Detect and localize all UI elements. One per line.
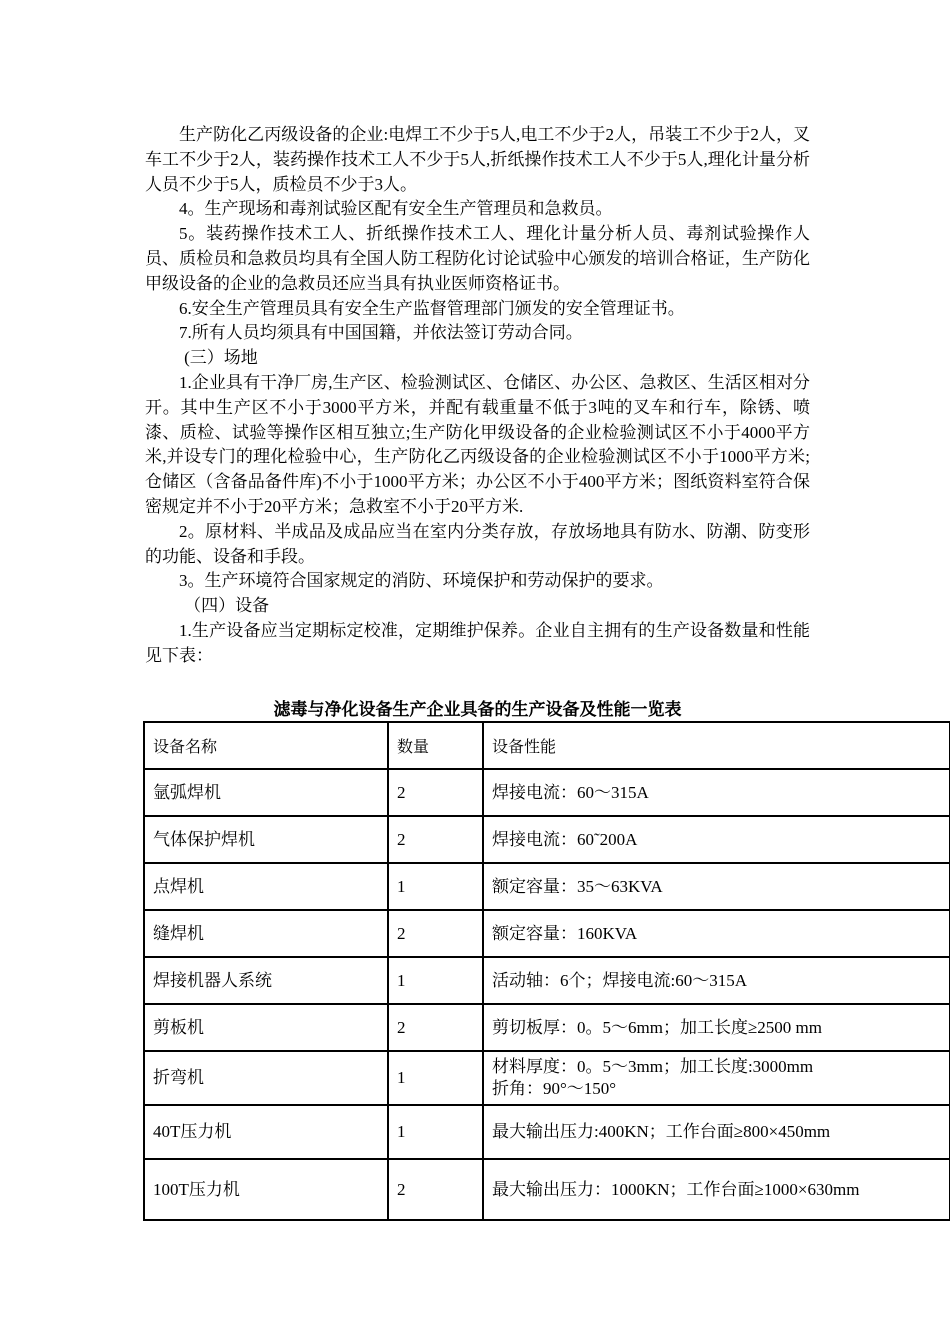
- cell-equipment-name: 100T压力机: [144, 1159, 388, 1220]
- cell-equipment-name: 氩弧焊机: [144, 769, 388, 816]
- table-row: [144, 910, 950, 957]
- paragraph-site-areas: 1.企业具有干净厂房,生产区、检验测试区、仓储区、办公区、急救区、生活区相对分开。其中生产区不小于3000平方米，并配有载重量不低于3吨的叉车和行车，除锈、喷漆、质检、试验等操作区相互独立;生产防化甲级设备的企业检验测试区不小于4000平方米,并设专门的理化检验中心，生产防化乙丙级设备的企业检验测试区不小于1000平方米;仓储区（含备品备件库)不小于1000平方米；办公区不小于400平方米；图纸资料室符合保密规定并不小于20平方米；急救室不小于20平方米.: [145, 372, 810, 516]
- cell-performance: 剪切板厚：0。5～6mm；加工长度≥2500 mm: [483, 1004, 950, 1051]
- paragraph-safety-staff: 4。生产现场和毒剂试验区配有安全生产管理员和急救员。: [179, 199, 613, 219]
- cell-equipment-name: 焊接机器人系统: [144, 957, 388, 1004]
- cell-quantity: 1: [388, 957, 483, 1004]
- paragraph-storage: 2。原材料、半成品及成品应当在室内分类存放，存放场地具有防水、防潮、防变形的功能、设备和手段。: [145, 521, 810, 566]
- header-equipment-name: 设备名称: [144, 722, 388, 769]
- table-caption: 滤毒与净化设备生产企业具备的生产设备及性能一览表: [273, 700, 682, 720]
- cell-quantity: 1: [388, 863, 483, 910]
- cell-equipment-name: 缝焊机: [144, 910, 388, 957]
- cell-quantity: 2: [388, 1159, 483, 1220]
- cell-performance: 最大输出压力：1000KN；工作台面≥1000×630mm: [483, 1159, 950, 1220]
- cell-performance: 最大输出压力:400KN；工作台面≥800×450mm: [483, 1105, 950, 1159]
- table-row: [144, 1105, 950, 1159]
- table-row: [144, 1004, 950, 1051]
- cell-quantity: 1: [388, 1051, 483, 1105]
- cell-equipment-name: 40T压力机: [144, 1105, 388, 1159]
- body-text: [145, 123, 810, 669]
- table-row: [144, 769, 950, 816]
- cell-quantity: 1: [388, 1105, 483, 1159]
- table-row: [144, 816, 950, 863]
- section-heading-equipment: （四）设备: [184, 596, 270, 616]
- cell-quantity: 2: [388, 1004, 483, 1051]
- cell-quantity: 2: [388, 769, 483, 816]
- paragraph-certificates: 5。装药操作技术工人、折纸操作技术工人、理化计量分析人员、毒剂试验操作人员、质检员和急救员均具有全国人防工程防化讨论试验中心颁发的培训合格证，生产防化甲级设备的企业的急救员还应当具有执业医师资格证书。: [145, 224, 810, 293]
- paragraph-equipment-intro: 1.生产设备应当定期标定校准，定期维护保养。企业自主拥有的生产设备数量和性能见下表：: [145, 620, 810, 665]
- cell-performance: 额定容量：35～63KVA: [483, 863, 950, 910]
- table-row: [144, 1159, 950, 1220]
- table-row: [144, 863, 950, 910]
- paragraph-nationality: 7.所有人员均须具有中国国籍，并依法签订劳动合同。: [179, 323, 583, 343]
- cell-performance: 焊接电流：60˜200A: [483, 816, 950, 863]
- table-header-row: [144, 722, 950, 769]
- cell-performance: 额定容量：160KVA: [483, 910, 950, 957]
- cell-performance: 焊接电流：60～315A: [483, 769, 950, 816]
- cell-equipment-name: 折弯机: [144, 1051, 388, 1105]
- cell-quantity: 2: [388, 910, 483, 957]
- paragraph-safety-certificate: 6.安全生产管理员具有安全生产监督管理部门颁发的安全管理证书。: [179, 298, 685, 318]
- paragraph-staffing: 生产防化乙丙级设备的企业:电焊工不少于5人,电工不少于2人，吊装工不少于2人，叉车工不少于2人，装药操作技术工人不少于5人,折纸操作技术工人不少于5人,理化计量分析人员不少于5人，质检员不少于3人。: [145, 125, 810, 194]
- paragraph-environment: 3。生产环境符合国家规定的消防、环境保护和劳动保护的要求。: [179, 571, 664, 591]
- cell-performance: 活动轴：6个；焊接电流:60～315A: [483, 957, 950, 1004]
- cell-equipment-name: 剪板机: [144, 1004, 388, 1051]
- cell-performance: 材料厚度：0。5～3mm；加工长度:3000mm 折角：90°～150°: [483, 1051, 950, 1105]
- cell-quantity: 2: [388, 816, 483, 863]
- table-row: [144, 957, 950, 1004]
- cell-equipment-name: 气体保护焊机: [144, 816, 388, 863]
- section-heading-site: (三）场地: [184, 348, 258, 368]
- header-performance: 设备性能: [483, 722, 950, 769]
- header-quantity: 数量: [388, 722, 483, 769]
- cell-equipment-name: 点焊机: [144, 863, 388, 910]
- equipment-table: [143, 721, 950, 1221]
- table-row: [144, 1051, 950, 1105]
